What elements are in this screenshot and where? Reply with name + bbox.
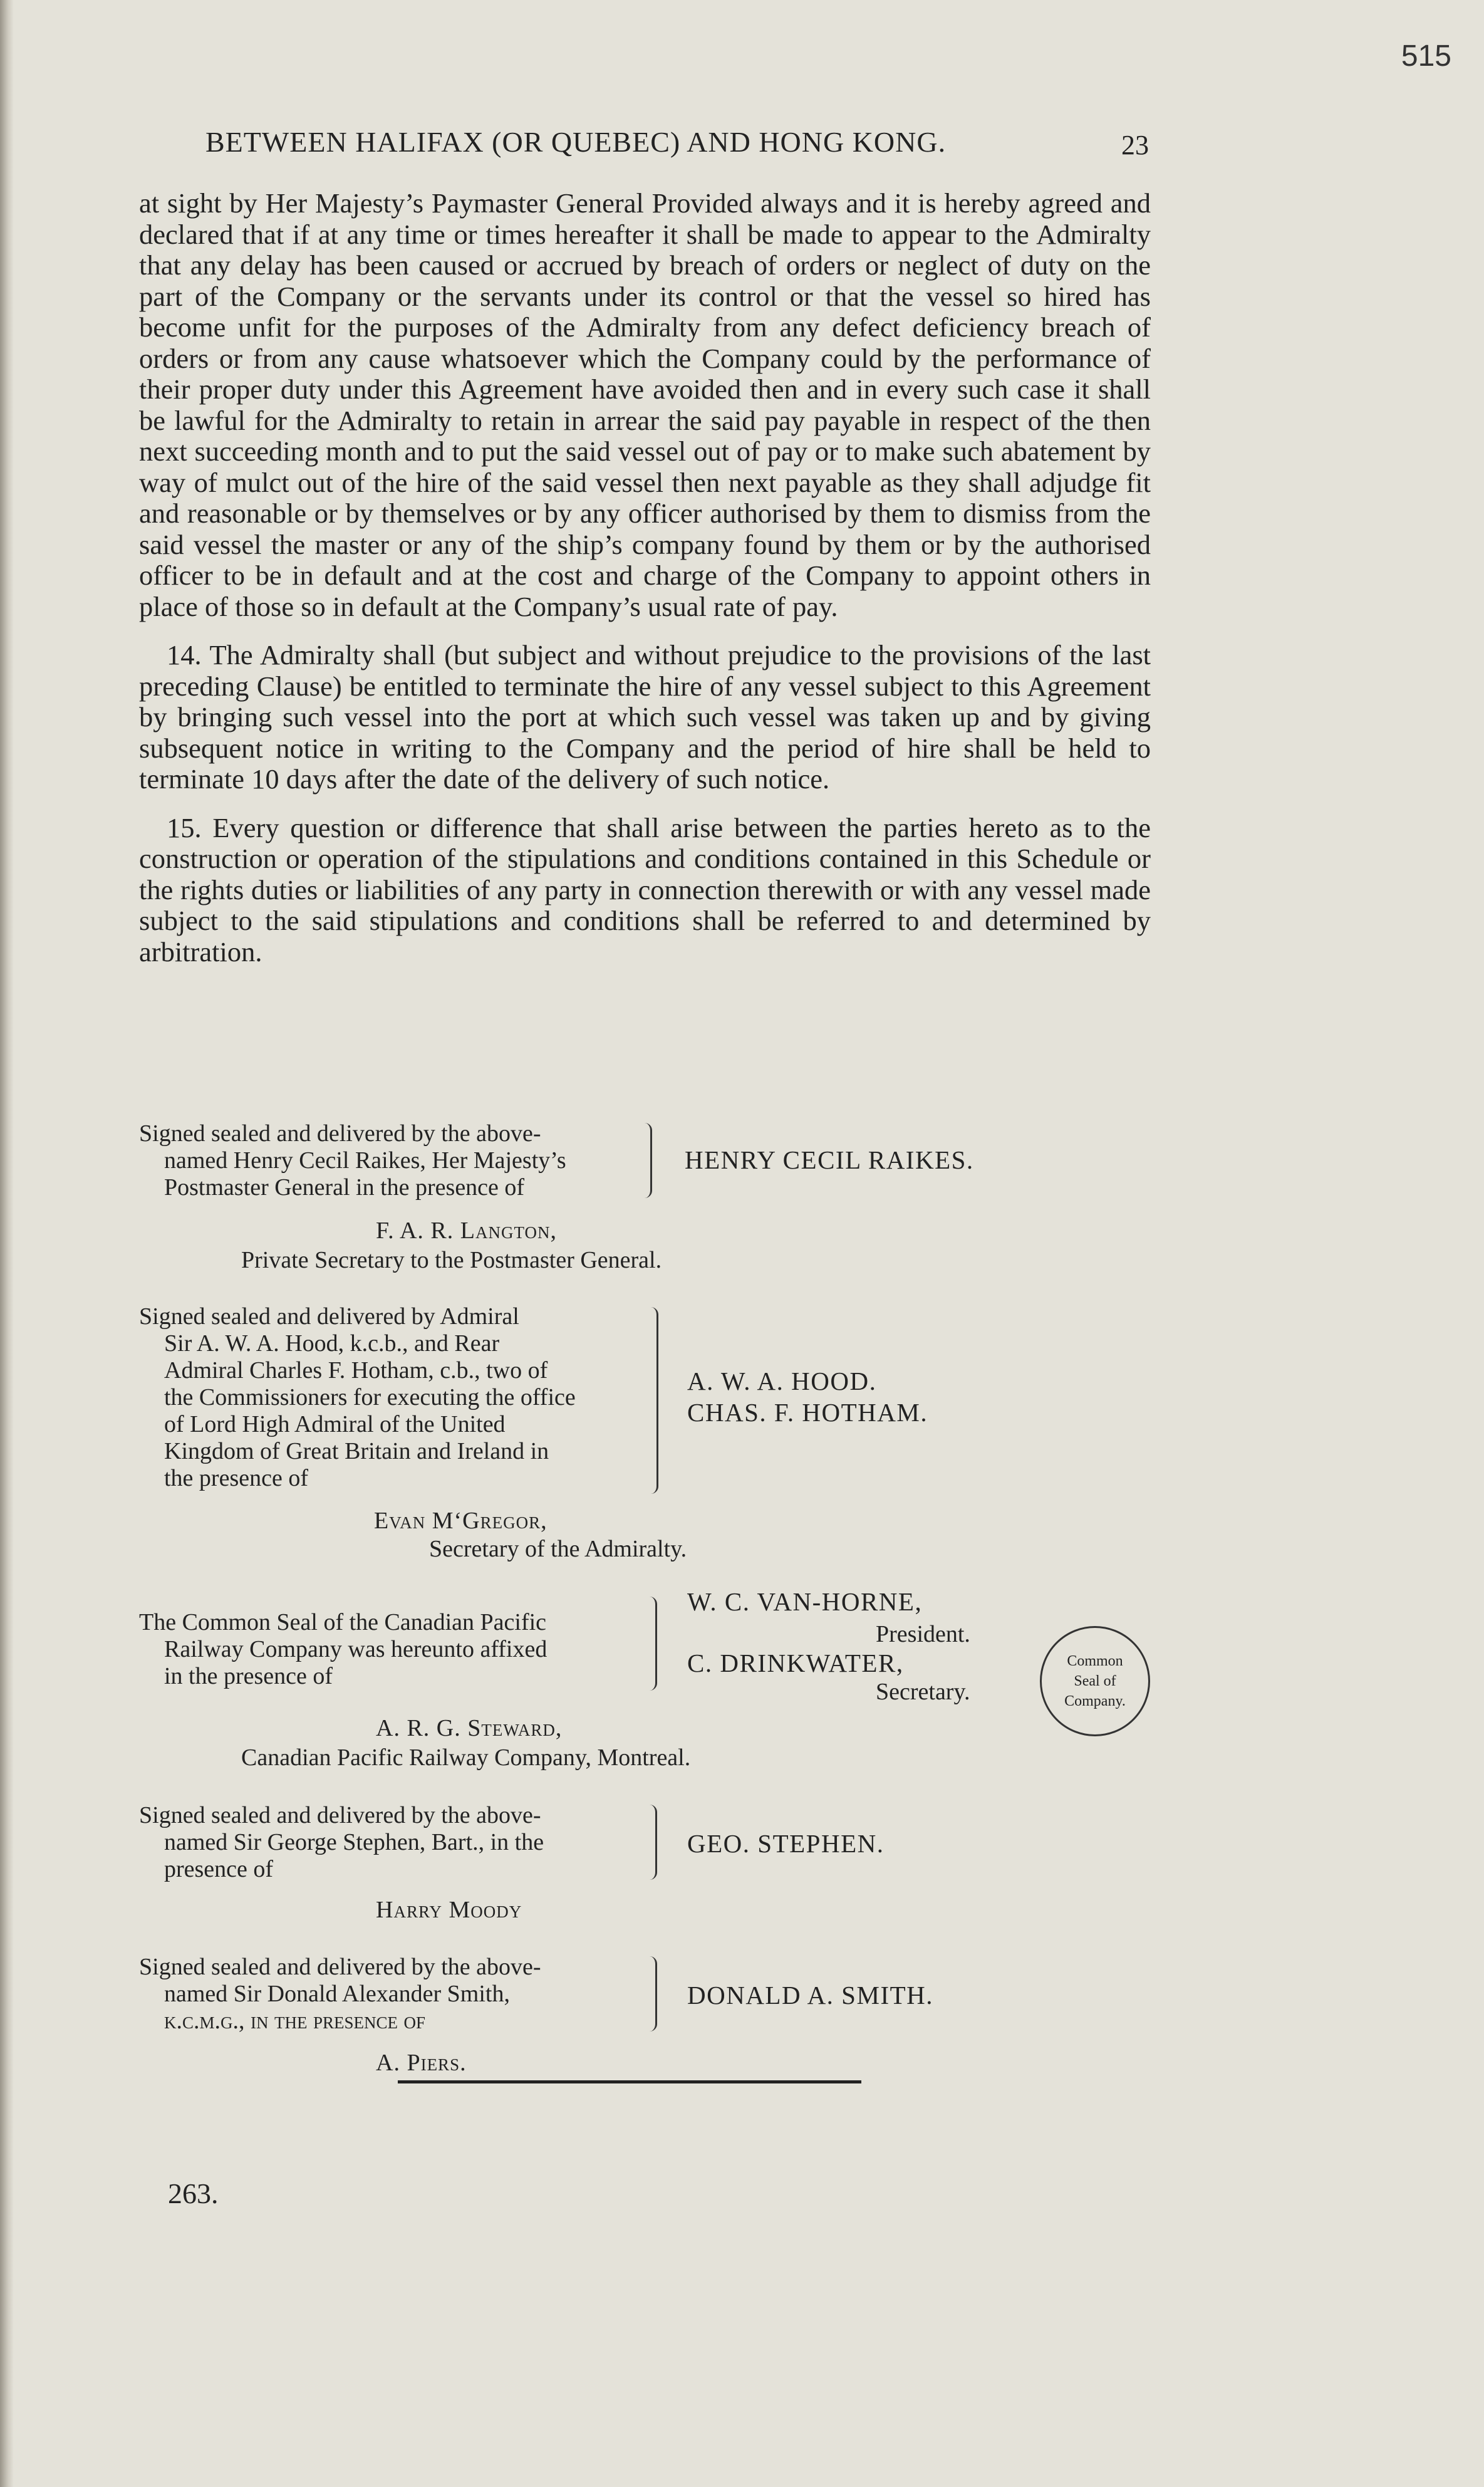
brace — [645, 1307, 658, 1494]
signatory-title-secretary: Secretary. — [876, 1679, 970, 1705]
paragraph-continuation: at sight by Her Majesty’s Paymaster General Provided always and it is hereby agreed and declared that if at any time or times hereafter it shall be made to appear to the Admiralty that any delay has been caused or accrued by breach of orders or neglect of duty on the part of the Company or the servants under its control or that the vessel so hired has become unfit for the purposes of the Admiralty from any defect deficiency breach of orders or from any cause whatsoever which the Company could by the performance of their proper duty under this Agreement have avoided then and in every such case it shall be lawful for the Admiralty to retain in arrear the said pay payable in respect of the then next succeeding month and to put the said vessel out of pay or to make such abatement by way of mulct out of the hire of the said vessel then next payable as they shall adjudge fit and reasonable or by themselves or by any officer authorised by them to dismiss from the said vessel the master or any of the ship’s company found by them or by the authorised officer to be in default and at the cost and charge of the Company to appoint others in place of those so in default at the Company’s usual rate of pay. — [139, 187, 1151, 622]
brace — [639, 1123, 652, 1198]
closing-rule — [398, 2080, 861, 2083]
signature-drinkwater: C. DRINKWATER, — [687, 1649, 904, 1677]
page-binding-edge — [0, 0, 14, 2487]
witness-name: A. R. G. Steward, — [376, 1715, 563, 1741]
signatory-title-president: President. — [876, 1621, 970, 1647]
seal-line: Common — [1067, 1653, 1123, 1669]
execution-block-raikes — [139, 1120, 645, 1201]
execution-line: Signed sealed and delivered by the above- — [139, 1802, 541, 1828]
footer-number: 263. — [168, 2177, 219, 2209]
execution-line: Sir A. W. A. Hood, k.c.b., and Rear — [164, 1330, 500, 1357]
signature-stephen: GEO. STEPHEN. — [687, 1829, 885, 1858]
witness-role: Secretary of the Admiralty. — [429, 1536, 687, 1562]
execution-block-stephen — [139, 1802, 645, 1883]
signature-van-horne: W. C. VAN-HORNE, — [687, 1587, 923, 1616]
execution-line: the presence of — [164, 1465, 308, 1491]
execution-line: named Sir Donald Alexander Smith, — [164, 1981, 510, 2007]
execution-line: The Common Seal of the Canadian Pacific — [139, 1609, 547, 1635]
witness-name: Evan M‘Gregor, — [374, 1508, 547, 1534]
seal-line: Company. — [1064, 1693, 1126, 1709]
execution-line: in the presence of — [164, 1663, 333, 1689]
execution-line: k.c.m.g., in the presence of — [164, 2008, 426, 2034]
brace — [644, 1956, 657, 2031]
execution-block-admiralty — [139, 1303, 645, 1492]
execution-block-smith — [139, 1954, 645, 2035]
paragraph-clause-14: 14. The Admiralty shall (but subject and without prejudice to the provisions of the last preceding Clause) be entitled to terminate the hire of any vessel subject to this Agreement by bringing such vessel into the port at which such vessel was taken up and by giving subsequent notice in writing to the Company and the period of hire shall be held to terminate 10 days after the date of the delivery of such notice. — [139, 639, 1151, 795]
witness-name: F. A. R. Langton, — [376, 1217, 557, 1244]
brace — [644, 1597, 657, 1691]
paragraph-clause-15: 15. Every question or difference that shall arise between the parties hereto as to the construction or operation of the stipulations and conditions contained in this Schedule or the rights duties or liabilities of any party in connection therewith or with any vessel made subject to the said stipulations and conditions shall be referred to and determined by arbitration. — [139, 811, 1151, 967]
execution-line: Postmaster General in the presence of — [164, 1174, 525, 1201]
folio-number: 23 — [1121, 130, 1149, 160]
signature-smith: DONALD A. SMITH. — [687, 1981, 933, 2010]
witness-name: Harry Moody — [376, 1897, 522, 1923]
common-seal-stamp — [1040, 1626, 1150, 1736]
execution-line: the Commissioners for executing the office — [164, 1384, 576, 1410]
execution-line: named Sir George Stephen, Bart., in the — [164, 1829, 544, 1855]
execution-line: Signed sealed and delivered by the above- — [139, 1954, 541, 1980]
execution-line: Signed sealed and delivered by the above- — [139, 1120, 541, 1147]
seal-line: Seal of — [1074, 1673, 1116, 1689]
witness-name: A. Piers. — [376, 2050, 467, 2076]
execution-line: Admiral Charles F. Hotham, c.b., two of — [164, 1357, 548, 1384]
witness-role: Private Secretary to the Postmaster General. — [241, 1247, 662, 1273]
execution-line: presence of — [164, 1856, 274, 1882]
execution-line: of Lord High Admiral of the United — [164, 1411, 506, 1437]
execution-line: Signed sealed and delivered by Admiral — [139, 1303, 519, 1330]
running-head: BETWEEN HALIFAX (OR QUEBEC) AND HONG KONG. — [205, 126, 947, 158]
signature-hood: A. W. A. HOOD. — [687, 1367, 877, 1395]
execution-block-cpr — [139, 1609, 645, 1690]
brace — [644, 1805, 657, 1880]
signature-raikes: HENRY CECIL RAIKES. — [685, 1145, 974, 1174]
witness-role: Canadian Pacific Railway Company, Montreal. — [241, 1744, 691, 1771]
execution-line: named Henry Cecil Raikes, Her Majesty’s — [164, 1147, 566, 1174]
signature-hotham: CHAS. F. HOTHAM. — [687, 1398, 928, 1427]
body-text — [139, 188, 1151, 985]
execution-line: Railway Company was hereunto affixed — [164, 1636, 547, 1662]
page-number: 515 — [1401, 39, 1451, 73]
execution-line: Kingdom of Great Britain and Ireland in — [164, 1438, 549, 1464]
